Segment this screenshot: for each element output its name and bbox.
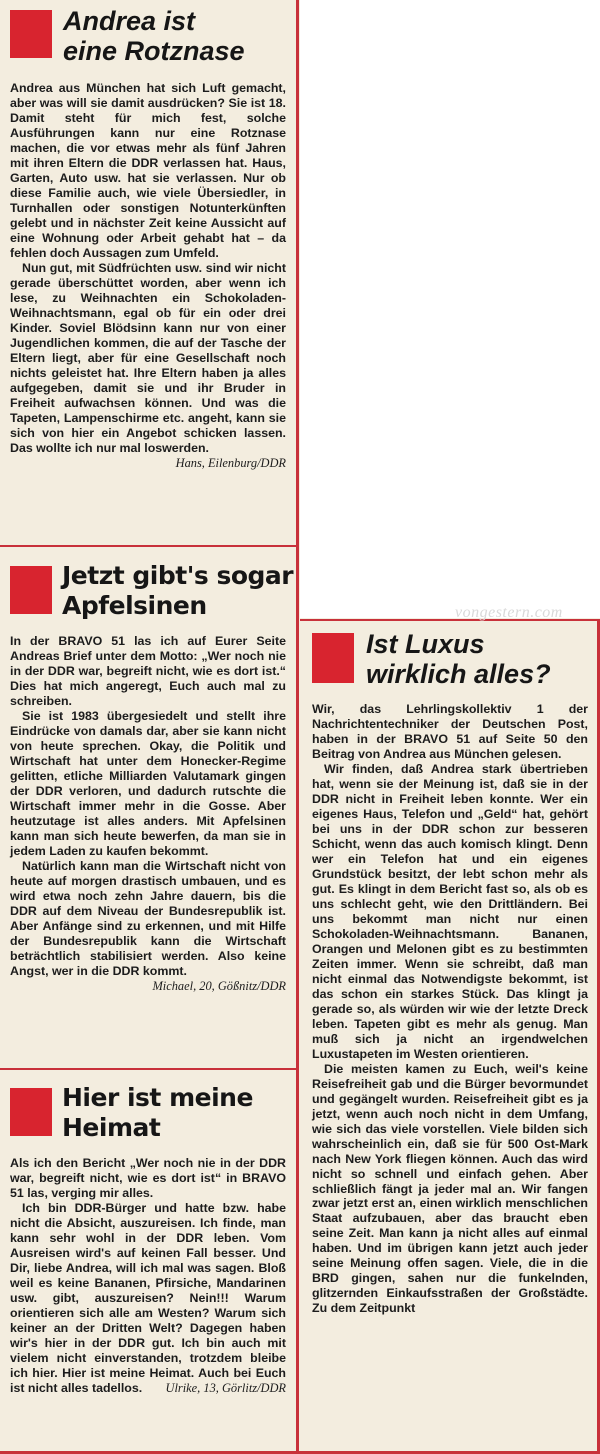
signature: Ulrike, 13, Görlitz/DDR: [165, 1380, 286, 1395]
paragraph: Wir, das Lehrlingskollektiv 1 der Nachrichtentechniker der Deutschen Post, haben in der BRAVO 51 auf Seite 50 den Beitrag von Andrea aus München gelesen.: [312, 702, 588, 761]
paragraph: Sie ist 1983 übergesiedelt und stellt ihre Eindrücke von damals dar, aber sie kann nicht von heute sprechen. Okay, die Politik und Wirtschaft hat unter dem Honecker-Regime gelitten, etliche Milliarden Valutamark gingen der DDR verloren, und dadurch rutschte die Wirtschaft immer mehr in die Gosse. Aber heutzutage ist alles anders. Mit Apfelsinen kann man sich heute bewerfen, da man sie in jedem Laden zu kaufen bekommt.: [10, 708, 286, 858]
paragraph: Wir finden, daß Andrea stark übertrieben hat, wenn sie der Meinung ist, daß sie in der DDR nicht in Freiheit leben konnte. Wer ein eigenes Haus, Telefon und „Geld“ hat, gehört bei uns in der DDR schon zur besseren Schicht, wenn das auch komisch klingt. Denn wer ein Telefon hat und ein eigenes Grundstück besitzt, der lebt schon mehr als gut. Es klingt in dem Bericht fast so, als ob es uns schlecht geht, wie den Drittländern. Bei uns bekommt man nicht nur einen Schokoladen-Weihnachtsmann. Bananen, Orangen und Melonen gibt es zu bestimmten Zeiten immer. Wenn sie schreibt, daß man nicht einmal das Notwendigste bekommt, ist das schon ein starkes Stück. Das klingt ja gerade so, als würden wir wie der letzte Dreck leben. Tapeten gibt es mehr als genug. Man muß sich ja nicht an irgendwelchen Luxustapeten im Westen orientieren.: [312, 761, 588, 1061]
paragraph-text: Nun gut, mit Südfrüchten usw. sind wir nicht gerade überschüttet worden, aber wenn ich lese, zu Weihnachten ein Schokoladen-Weihnachtsmann, egal ob für ein oder drei Kinder. Soviel Blödsinn kann nur von einer Jugendlichen kommen, die auf der Tasche der Eltern liegt, aber für eine Gesellschaft noch nichts geleistet hat. Ihre Eltern haben ja alles aufgegeben, damit sie und ihr Bruder in Freiheit aufwachsen können. Und was die Tapeten, Lampenschirme etc. angeht, kann sie sich von hier ein Angebot schicken lassen. Das wollte ich nur mal loswerden.: [10, 260, 286, 455]
title-line: Andrea ist: [63, 6, 196, 36]
column-divider: [296, 0, 299, 1452]
paragraph: Die meisten kamen zu Euch, weil's keine Reisefreiheit gab und die Bürger bevormundet und gegängelt wurden. Reisefreiheit gibt es ja jetzt, wenn auch noch nicht in dem Umfang, wie sich das viele vorstellen. Viele bilden sich wahrscheinlich ein, daß sie für 500 Ost-Mark nach New York fliegen können. Auch das wird nicht so schnell und einfach gehen. Aber schließlich fängt ja jeder mal an. Wir fangen zwar jetzt erst an, einen wirklich menschlichen Staat aufzubauen, aber das braucht eben seine Zeit. Man kann ja nicht alles auf einmal haben. Und im übrigen kann jetzt auch jeder seine Meinung offen sagen. Viele, die in die BRD gingen, sahen nur die funkelnden, glitzernden Einkaufsstraßen der Großstädte. Zu dem Zeitpunkt: [312, 1061, 588, 1316]
paragraph: Andrea aus München hat sich Luft gemacht, aber was will sie damit ausdrücken? Sie ist 18. Damit steht für mich fest, solche Ausführungen kann nur eine Rotznase machen, die vor etwas mehr als fünf Jahren mit ihren Eltern die DDR verlassen hat. Haus, Garten, Auto usw. hat sie verlassen. Nur ob diese Familie auch, wie viele Übersiedler, in Turnhallen oder sonstigen Notunterkünften gelebt und in nächster Zeit keine Aussicht auf eine Wohnung oder Arbeit gehabt hat – da fehlen doch Aussagen zum Umfeld.: [10, 81, 286, 260]
article-body: [10, 634, 286, 994]
red-marker-square: [312, 633, 354, 683]
paragraph: [10, 260, 286, 470]
article-title: [62, 1083, 294, 1143]
watermark: vongestern.com: [455, 604, 563, 621]
article-divider: [0, 1068, 298, 1070]
paragraph: [10, 1201, 286, 1396]
red-marker-square: [10, 1088, 52, 1136]
article-body: [10, 81, 286, 471]
paragraph: [10, 858, 286, 993]
article-body: [312, 702, 588, 1316]
article-title: [63, 6, 293, 66]
title-line: Jetzt gibt's sogar: [62, 561, 294, 590]
title-line: Apfelsinen: [62, 591, 207, 620]
paragraph: Als ich den Bericht „Wer noch nie in der DDR war, begreift nicht, wie es dort ist“ in BRAVO 51 las, verging mir alles.: [10, 1156, 286, 1200]
red-marker-square: [10, 566, 52, 614]
article-body: [10, 1156, 286, 1396]
title-line: wirklich alles?: [366, 659, 551, 689]
paragraph-text: Natürlich kann man die Wirtschaft nicht von heute auf morgen drastisch umbauen, und es wird etwa noch zehn Jahre dauern, bis die DDR auf dem Niveau der Bundesrepublik ist. Aber Anfänge sind zu erkennen, und mit Hilfe der Bundesrepublik kann die Wirtschaft beträchtlich stabilisiert werden. Also keine Angst, wer in die DDR kommt.: [10, 858, 286, 978]
article-title: [62, 561, 294, 621]
paragraph-text: Ich bin DDR-Bürger und hatte bzw. habe nicht die Absicht, auszureisen. Ich finde, man kann sehr wohl in der DDR leben. Vom Ausreisen wird's auf keinen Fall besser. Und Dir, liebe Andrea, will ich mal was sagen. Bloß weil es keine Bananen, Pfirsiche, Mandarinen usw. gibt, auszureisen? Nein!!! Warum orientieren sich alle am Westen? Warum sich keiner an der Dritten Welt? Dagegen haben wir's hier in der DDR gut. Ich bin auch mit vielem nicht einverstanden, trotzdem bleibe ich hier. Hier ist meine Heimat. Auch bei Euch ist nicht alles tadellos.: [10, 1200, 286, 1395]
article-title: [366, 629, 594, 689]
signature: Michael, 20, Gößnitz/DDR: [152, 978, 286, 993]
title-line: Hier ist meine: [62, 1083, 253, 1112]
title-line: Ist Luxus: [366, 629, 485, 659]
title-line: Heimat: [62, 1113, 161, 1142]
signature: Hans, Eilenburg/DDR: [175, 455, 286, 470]
paragraph: In der BRAVO 51 las ich auf Eurer Seite Andreas Brief unter dem Motto: „Wer noch nie in der DDR war, begreift nicht, wie es dort ist.“ Dies hat mich angeregt, Euch auch mal zu schreiben.: [10, 634, 286, 708]
title-line: eine Rotznase: [63, 36, 245, 66]
red-marker-square: [10, 10, 52, 58]
article-divider: [0, 545, 298, 547]
